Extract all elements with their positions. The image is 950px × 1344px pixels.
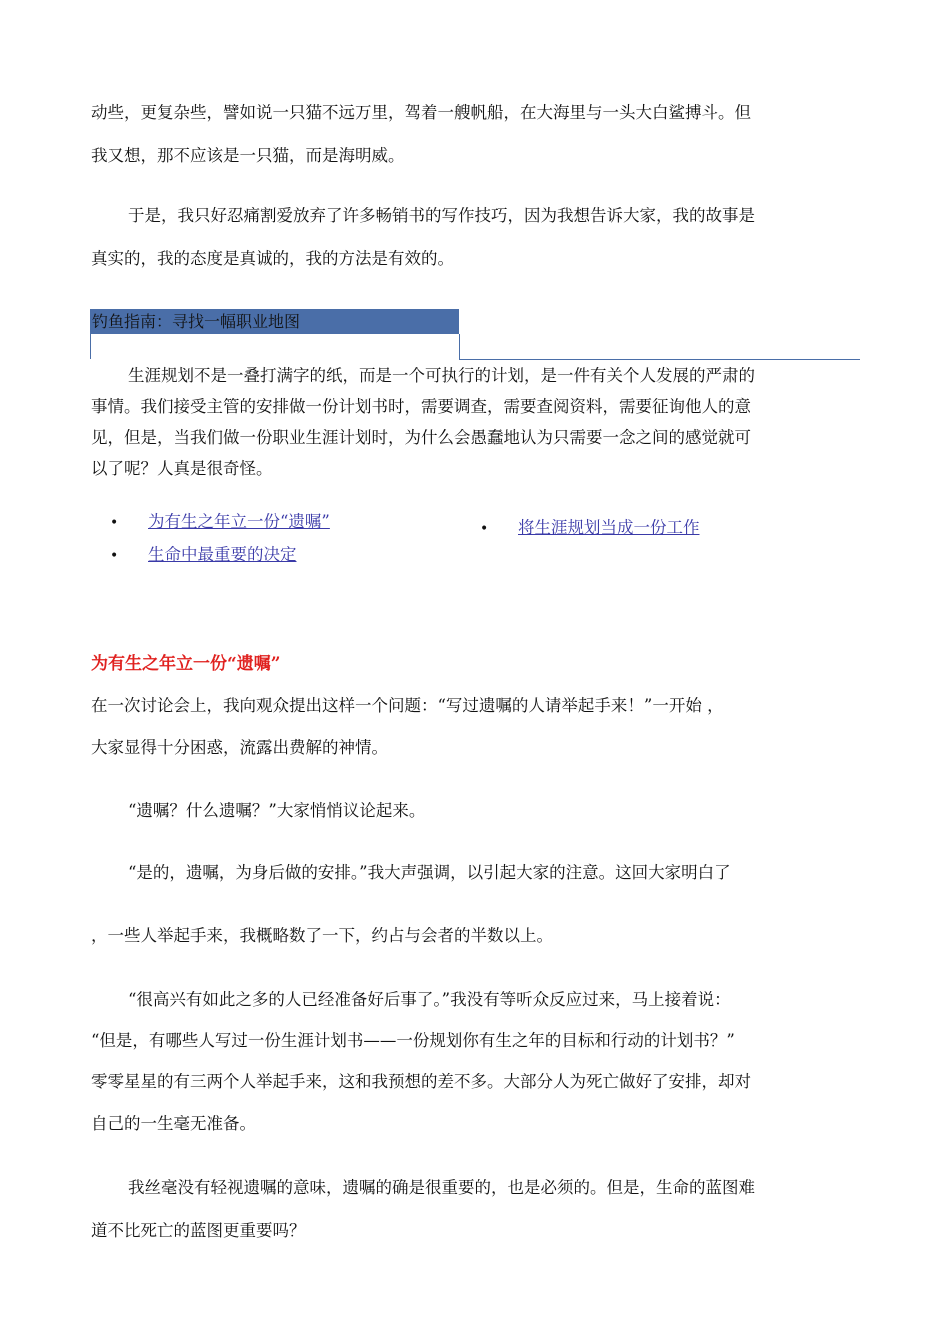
article-heading: 为有生之年立一份“遗嘱” [91,654,281,674]
article-line: “遗嘱？什么遗嘱？”大家悄悄议论起来。 [128,801,426,820]
article-line: “是的，遗嘱，为身后做的安排。”我大声强调，以引起大家的注意。这回大家明白了 [128,863,731,882]
intro-line: 我又想，那不应该是一只猫，而是海明威。 [91,146,405,165]
section-title-bar: 钓鱼指南：寻找一幅职业地图 [90,309,459,334]
article-line: 道不比死亡的蓝图更重要吗？ [91,1221,306,1240]
section-line: 事情。我们接受主管的安排做一份计划书时，需要调查，需要查阅资料，需要征询他人的意 [91,397,751,416]
article-line: 大家显得十分困惑，流露出费解的神情。 [91,738,388,757]
intro-line: 真实的，我的态度是真诚的，我的方法是有效的。 [91,249,454,268]
link-career-as-job[interactable]: 将生涯规划当成一份工作 [518,518,700,537]
bullet-icon: • [480,521,489,537]
link-important-decision[interactable]: 生命中最重要的决定 [148,545,297,564]
article-line: “很高兴有如此之多的人已经准备好后事了。”我没有等听众反应过来，马上接着说： [128,990,731,1009]
bullet-icon: • [110,548,119,564]
article-line: 在一次讨论会上，我向观众提出这样一个问题：“写过遗嘱的人请举起手来！”一开始 ， [91,696,724,715]
list-item [110,508,330,532]
section-line: 生涯规划不是一叠打满字的纸，而是一个可执行的计划，是一件有关个人发展的严肃的 [128,366,755,385]
article-line: ，一些人举起手来，我概略数了一下，约占与会者的半数以上。 [91,926,553,945]
list-item [110,541,297,565]
article-line: 我丝毫没有轻视遗嘱的意味，遗嘱的确是很重要的，也是必须的。但是，生命的蓝图难 [128,1178,755,1197]
article-line: “但是，有哪些人写过一份生涯计划书——一份规划你有生之年的目标和行动的计划书？” [91,1031,735,1050]
intro-line: 于是，我只好忍痛割爱放弃了许多畅销书的写作技巧，因为我想告诉大家，我的故事是 [128,206,755,225]
article-line: 自己的一生毫无准备。 [91,1114,256,1133]
link-will[interactable]: 为有生之年立一份“遗嘱” [148,512,330,531]
section-line: 见，但是，当我们做一份职业生涯计划时，为什么会愚蠢地认为只需要一念之间的感觉就可 [91,428,751,447]
section-line: 以了呢？人真是很奇怪。 [91,459,273,478]
list-item [480,514,700,538]
intro-line: 动些，更复杂些，譬如说一只猫不远万里，驾着一艘帆船，在大海里与一头大白鲨搏斗。但 [91,103,751,122]
article-line: 零零星星的有三两个人举起手来，这和我预想的差不多。大部分人为死亡做好了安排，却对 [91,1072,751,1091]
bullet-icon: • [110,515,119,531]
